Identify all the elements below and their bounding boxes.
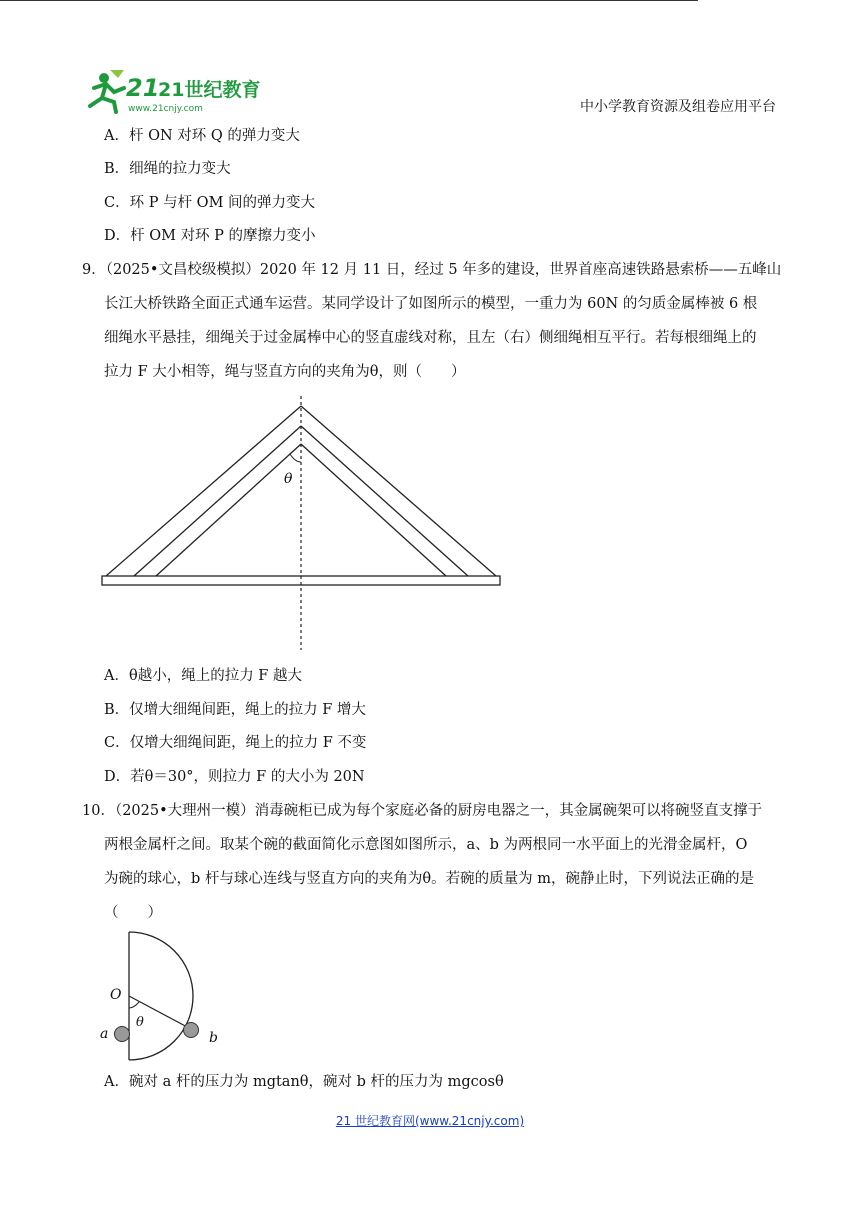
q8-option-d: D．杆 OM 对环 P 的摩擦力变小 xyxy=(104,228,316,244)
bowl-arc xyxy=(129,932,193,1060)
label-b: b xyxy=(209,1030,218,1046)
q10-stem-line-2: 两根金属杆之间。取某个碗的截面简化示意图如图所示，a、b 为两根同一水平面上的光滑金属杆，O xyxy=(104,837,748,853)
q9-stem-line-3: 细绳水平悬挂，细绳关于过金属棒中心的竖直虚线对称，且左（右）侧细绳相互平行。若每根细绳上的 xyxy=(104,330,757,346)
q9-stem-line-2: 长江大桥铁路全面正式通车运营。某同学设计了如图所示的模型，一重力为 60N 的匀质金属棒被 6 根 xyxy=(104,296,758,312)
q9-option-c: C．仅增大细绳间距，绳上的拉力 F 不变 xyxy=(104,735,367,751)
running-man-icon xyxy=(80,66,261,118)
rod-a xyxy=(115,1027,130,1042)
rope-right-outer xyxy=(301,406,496,576)
q10-stem xyxy=(82,801,762,937)
label-a: a xyxy=(100,1026,109,1042)
header-title: 中小学教育资源及组卷应用平台 xyxy=(580,99,776,115)
q9-stem-line-4: 拉力 F 大小相等，绳与竖直方向的夹角为θ，则（ ） xyxy=(104,364,466,380)
rod-b xyxy=(184,1023,199,1038)
logo-url: www.21cnjy.com xyxy=(128,104,203,114)
label-theta: θ xyxy=(136,1015,144,1030)
q9-stem xyxy=(82,260,781,396)
theta-arc xyxy=(290,454,301,462)
rope-left-middle xyxy=(134,426,301,576)
q10-stem-line-1: 10．（2025•大理州一模）消毒碗柜已成为每个家庭必备的厨房电器之一，其金属碗架可以将碗竖直支撑于 xyxy=(82,803,763,819)
theta-arc xyxy=(129,1002,139,1008)
q9-option-a: A．θ越小，绳上的拉力 F 越大 xyxy=(104,668,302,684)
q10-stem-line-4: （ ） xyxy=(104,905,162,921)
q10-option-a: A．碗对 a 杆的压力为 mgtanθ，碗对 b 杆的压力为 mgcosθ xyxy=(104,1074,504,1090)
q8-option-a: A．杆 ON 对环 Q 的弹力变大 xyxy=(104,128,300,144)
q9-option-b: B．仅增大细绳间距，绳上的拉力 F 增大 xyxy=(104,702,366,718)
label-o: O xyxy=(110,987,122,1003)
footer-link[interactable]: 21 世纪教育网(www.21cnjy.com) xyxy=(335,1114,525,1128)
q9-option-d: D．若θ＝30°，则拉力 F 的大小为 20N xyxy=(104,769,365,785)
q8-option-b: B．细绳的拉力变大 xyxy=(104,161,231,177)
logo-text: 21世纪教育 xyxy=(158,79,261,101)
q10-stem-line-3: 为碗的球心，b 杆与球心连线与竖直方向的夹角为θ。若碗的质量为 m，碗静止时，下列说法正确的是 xyxy=(104,871,754,887)
rope-left-inner xyxy=(156,444,301,576)
q9-bridge-figure xyxy=(96,392,508,654)
site-logo xyxy=(80,66,261,118)
svg-text:21: 21 xyxy=(126,74,160,102)
q8-option-c: C．环 P 与杆 OM 间的弹力变大 xyxy=(104,195,316,211)
q9-theta-label: θ xyxy=(284,471,293,487)
header-divider xyxy=(0,0,698,1)
q9-stem-line-1: 9．（2025•文昌校级模拟）2020 年 12 月 11 日，经过 5 年多的建设，世界首座高速铁路悬索桥——五峰山 xyxy=(82,262,782,278)
rope-left-outer xyxy=(106,406,301,576)
rope-right-inner xyxy=(301,444,446,576)
q10-bowl-figure xyxy=(96,926,226,1070)
rope-right-middle xyxy=(301,426,468,576)
